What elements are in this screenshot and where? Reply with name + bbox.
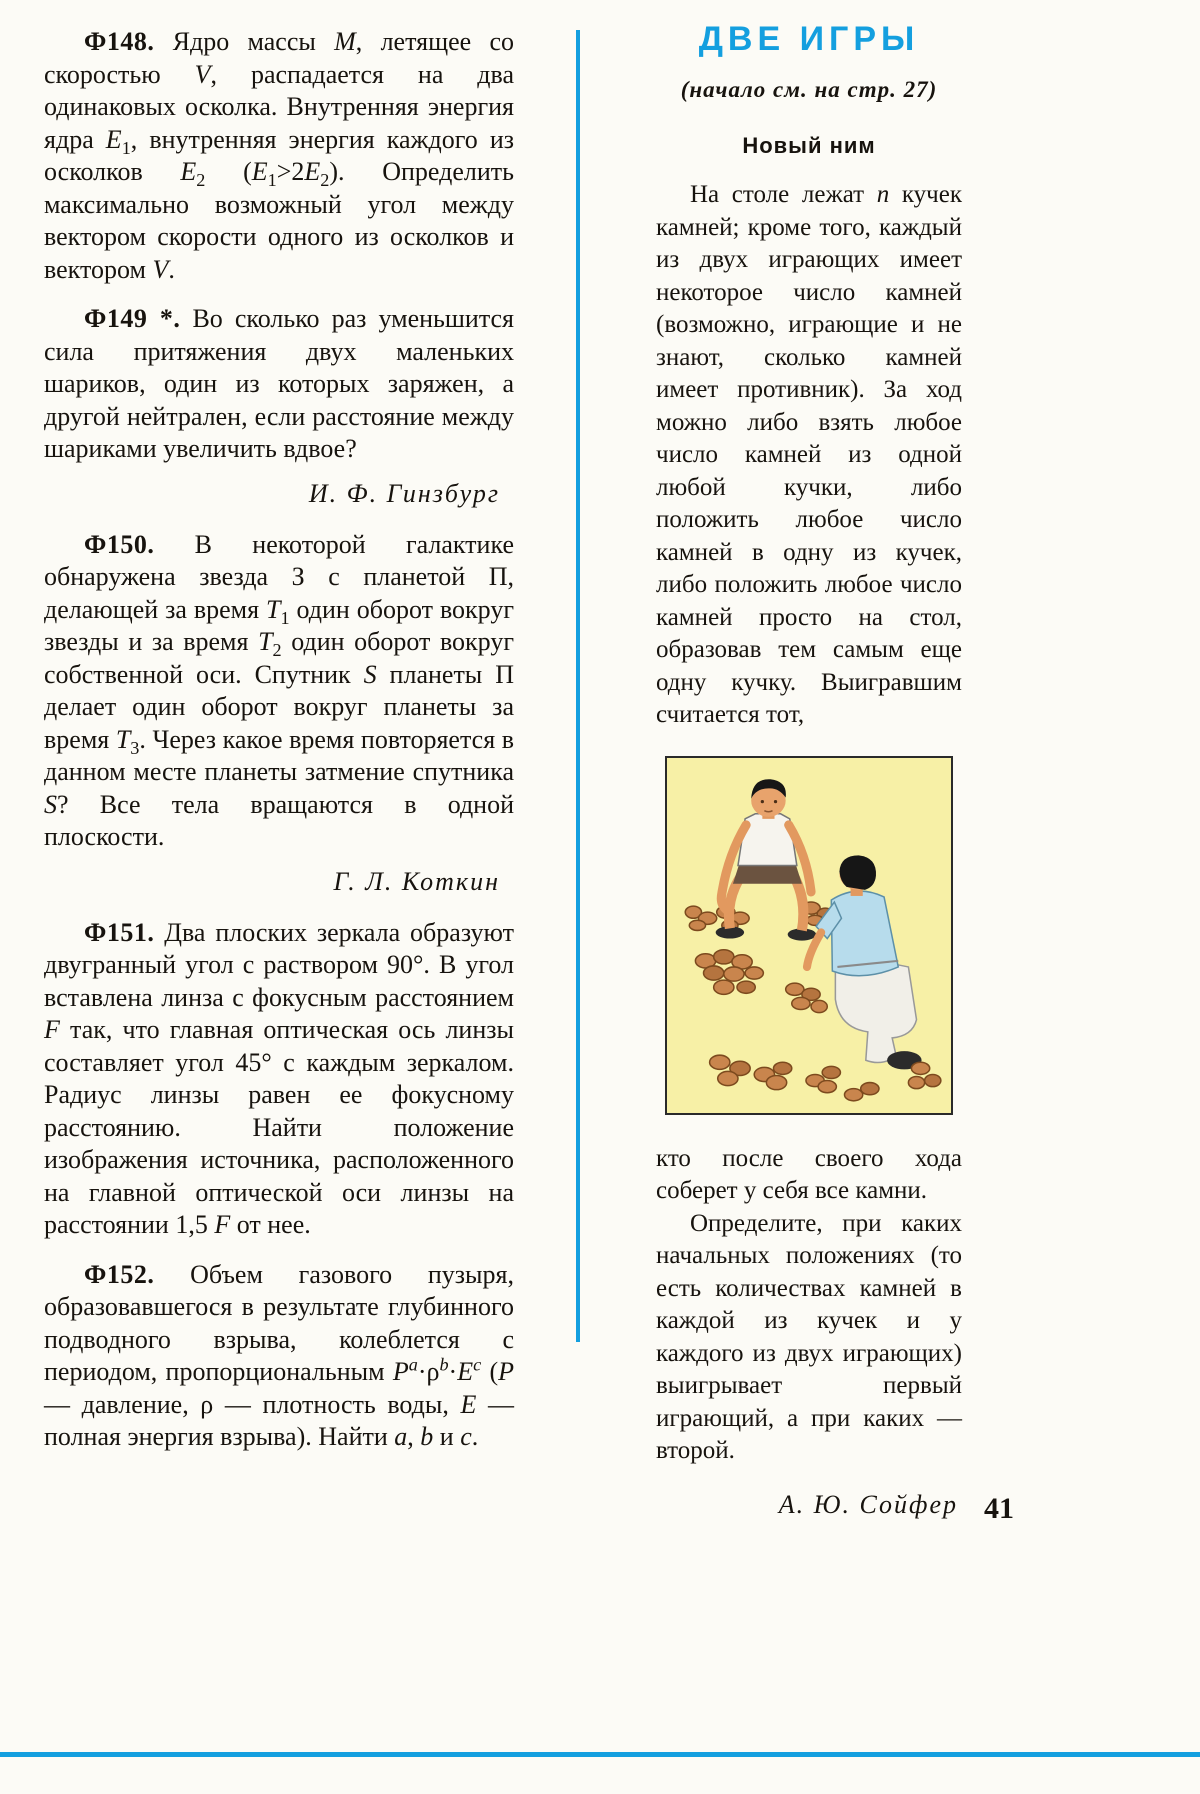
problem-f151: Ф151. Два плоских зеркала образуют двугранный угол с раствором 90°. В угол вставлена линза с фокусным расстоянием F так, что главная оптическая ось линзы составляет угол 45° с каждым зеркалом. Радиус линзы равен ее фокусному расстоянию. Найти положение изображения источника, расположенного на главной оптической оси линзы на расстоянии 1,5 F от нее. (44, 917, 514, 1239)
paragraph-game-goal: кто после своего хода соберет у себя все камни. (656, 1144, 962, 1204)
illustration-drawing (667, 758, 951, 1113)
problem-f149: Ф149 *. Во сколько раз уменьшится сила притяжения двух маленьких шариков, один из которых заряжен, а другой нейтрален, если расстояние между шариками увеличить вдвое? (44, 304, 514, 463)
article-title: ДВЕ ИГРЫ (698, 20, 920, 58)
bottom-rule (0, 1752, 1200, 1757)
illustration-boys-playing-stones (665, 756, 953, 1115)
problem-f152: Ф152. Объем газового пузыря, образовавшегося в результате глубинного подводного взрыва, колеблется с периодом, пропорциональным $P^a\cdot\rho^b\cdot E^c$ (P — давление, ρ — плотность воды, E — полная энергия взрыва). Найти a, b и c. (44, 1259, 514, 1451)
problem-f150: Ф150. В некоторой галактике обнаружена звезда З с планетой П, делающей за время $T_1$ один оборот вокруг звезды и за время $T_2$ один оборот вокруг собственной оси. Спутник S планеты П делает один оборот вокруг планеты за время $T_3$. Через какое время повторяется в данном месте планеты затмение спутника S? Все тела вращаются в одной плоскости. (44, 529, 515, 851)
column-divider-rule (576, 30, 580, 1342)
problem-f148: Ф148. Ядро массы M, летящее со скоростью V, распадается на два одинаковых осколка. Внутренняя энергия ядра $E_1$, внутренняя энергия каждого из осколков $E_2$ $(E_1>2E_2)$. Определить максимально возможный угол между вектором скорости одного из осколков и вектором V. (44, 27, 514, 284)
paragraph-question: Определите, при каких начальных положениях (то есть количествах камней в каждой из кучек и у каждого из двух играющих) выигрывает первый играющий, а при каких — второй. (656, 1209, 962, 1464)
section-heading-new-nim: Новый ним (742, 133, 876, 158)
author-ginzburg: И. Ф. Гинзбург (308, 478, 500, 508)
left-column (44, 26, 514, 1471)
paragraph-game-rules: На столе лежат n кучек камней; кроме того, каждый из двух играющих имеет некоторое число камней (возможно, играющие и не знают, сколько камней имеет противник). За ход можно либо взять любое число камней из одной любой кучки, либо положить любое число камней в одну из кучек, либо положить любое число камней просто на стол, образовав тем самым еще одну кучку. Выигравшим считается тот, (656, 181, 963, 728)
author-soifer: А. Ю. Сойфер (778, 1489, 958, 1519)
author-kotkin: Г. Л. Коткин (333, 866, 500, 896)
page-number: 41 (984, 1492, 1014, 1525)
article-subtitle: (начало см. на стр. 27) (680, 77, 938, 102)
right-column (656, 20, 962, 1520)
